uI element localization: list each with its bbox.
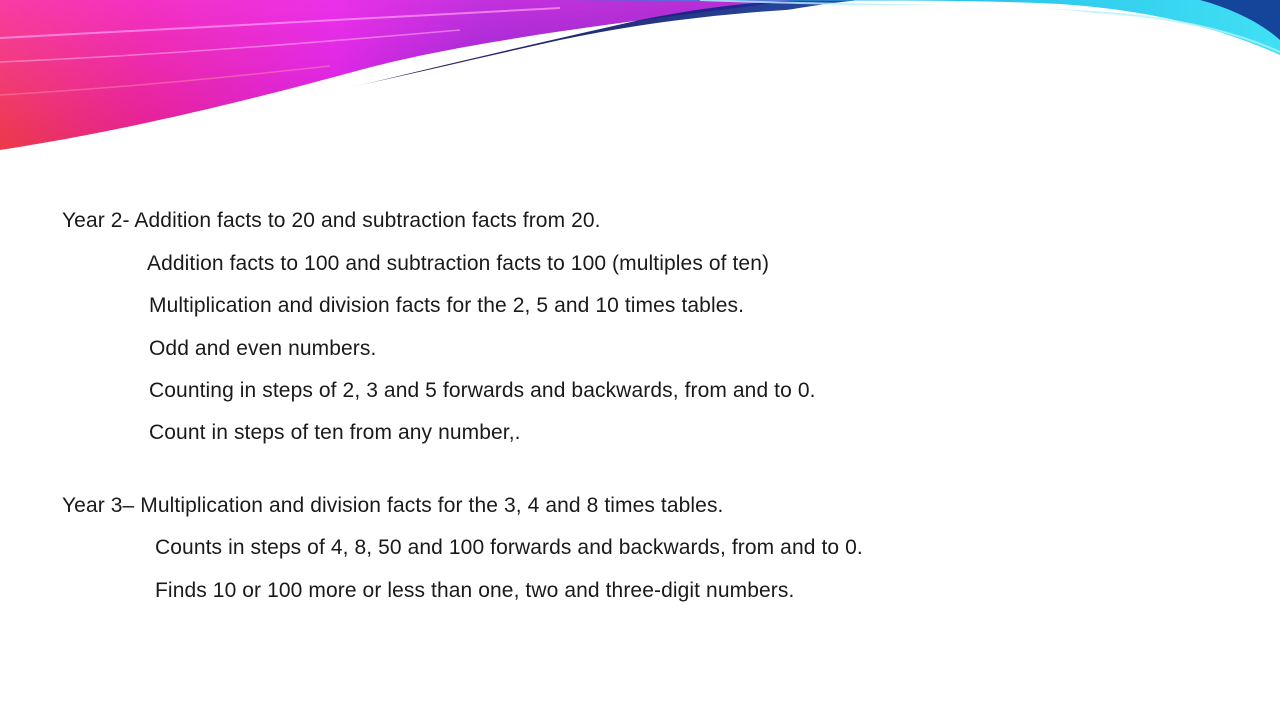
year2-line-multiplication: Multiplication and division facts for the 2, 5 and 10 times tables. [149, 294, 745, 317]
year2-line-addition-100: Addition facts to 100 and subtraction facts to 100 (multiples of ten) [147, 252, 770, 275]
year2-line-odd-even: Odd and even numbers. [149, 337, 377, 360]
year2-heading-line: Year 2- Addition facts to 20 and subtraction facts from 20. [62, 209, 601, 232]
decorative-swoosh-banner [0, 0, 1280, 160]
year3-line-counts-steps: Counts in steps of 4, 8, 50 and 100 forwards and backwards, from and to 0. [155, 536, 863, 559]
year3-heading-line: Year 3– Multiplication and division facts for the 3, 4 and 8 times tables. [62, 494, 724, 517]
year2-line-count-tens: Count in steps of ten from any number,. [149, 421, 521, 444]
year2-line-counting-steps: Counting in steps of 2, 3 and 5 forwards and backwards, from and to 0. [149, 379, 816, 402]
year3-line-more-less: Finds 10 or 100 more or less than one, two and three-digit numbers. [155, 579, 795, 602]
